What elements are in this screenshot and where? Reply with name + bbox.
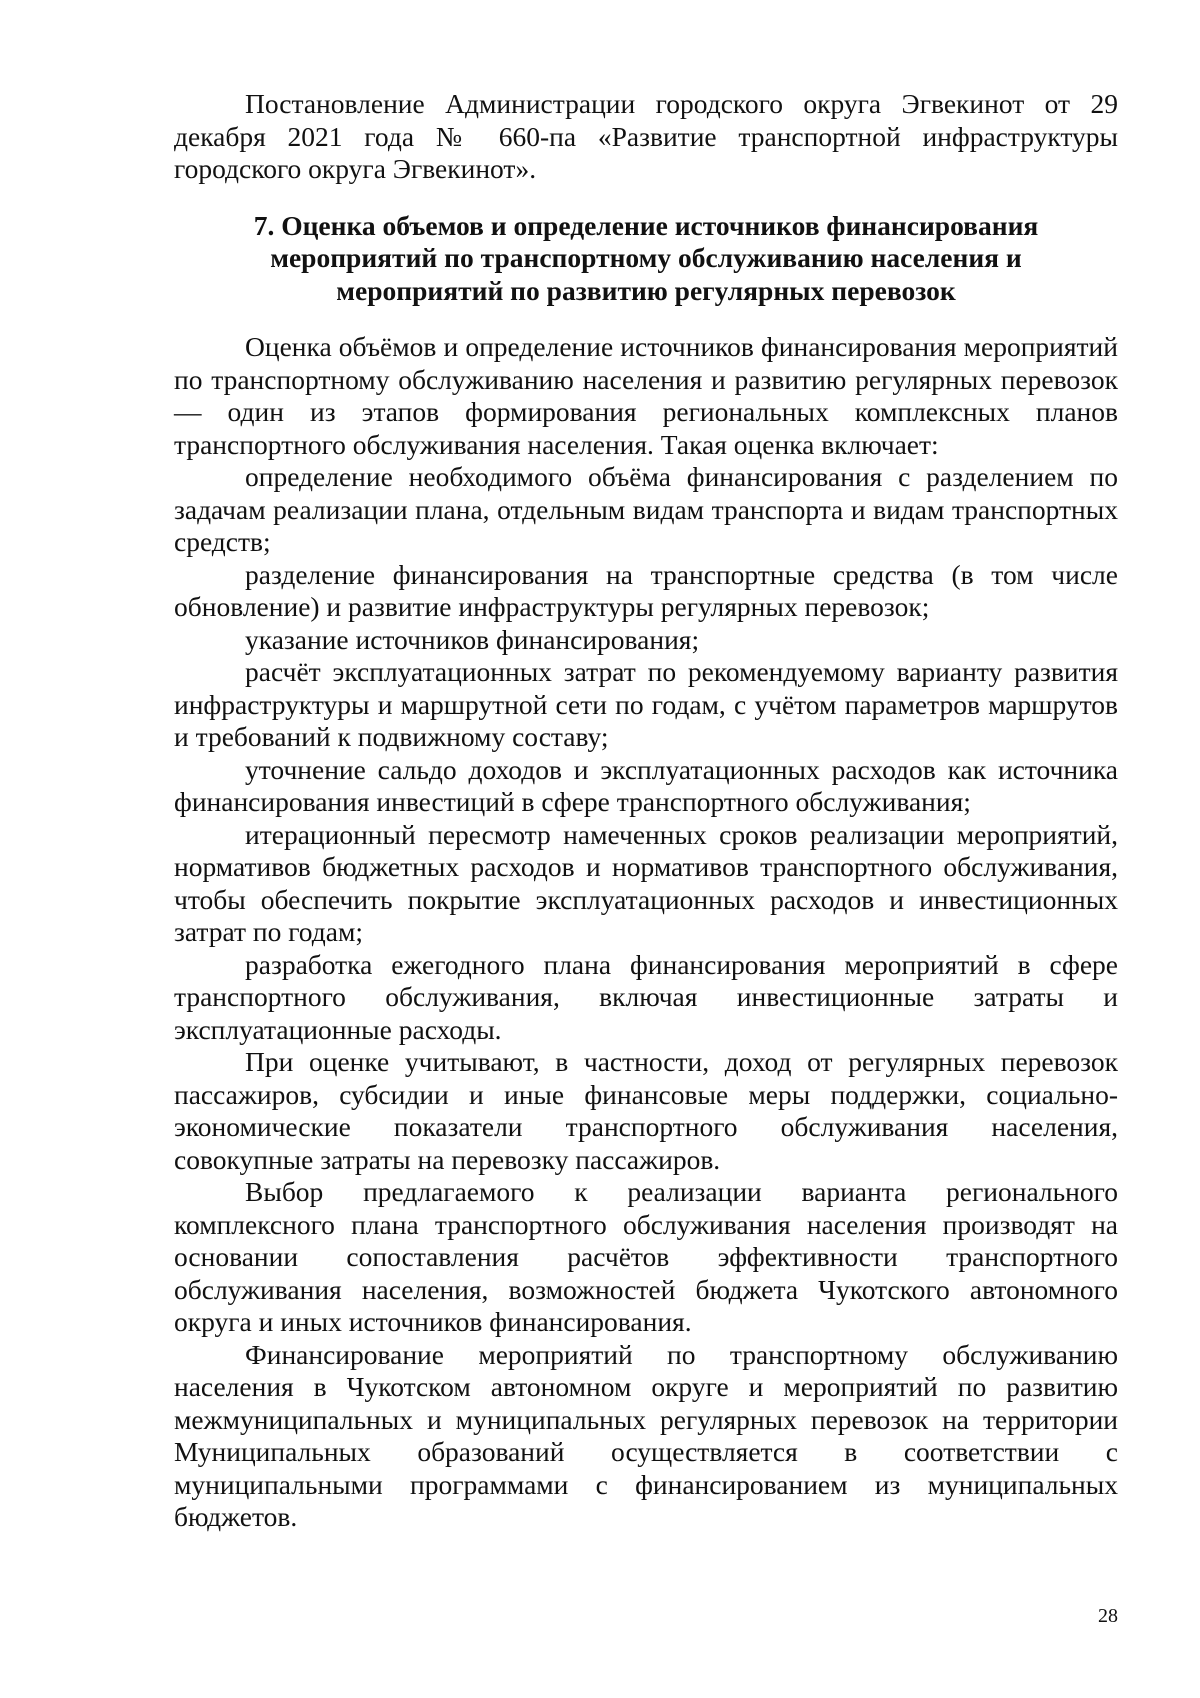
section-heading xyxy=(174,210,1118,308)
body-paragraph: При оценке учитывают, в частности, доход от регулярных перевозок пассажиров, субсидии и иные финансовые меры поддержки, социально-экономические показатели транспортного обслуживания населения, совокупные затраты на перевозку пассажиров. xyxy=(174,1046,1118,1175)
section-heading-line: 7. Оценка объемов и определение источников финансирования xyxy=(253,209,1039,241)
body-paragraph: Выбор предлагаемого к реализации варианта регионального комплексного плана транспортного обслуживания населения производят на основании сопоставления расчётов эффективности транспортного обслуживания населения, возможностей бюджета Чукотского автономного округа и иных источников финансирования. xyxy=(174,1176,1118,1337)
section-heading-line: мероприятий по развитию регулярных перевозок xyxy=(336,274,956,306)
list-paragraph: разработка ежегодного плана финансирования мероприятий в сфере транспортного обслуживания, включая инвестиционные затраты и эксплуатационные расходы. xyxy=(174,948,1118,1045)
list-paragraph: расчёт эксплуатационных затрат по рекомендуемому варианту развития инфраструктуры и маршрутной сети по годам, с учётом параметров маршрутов и требований к подвижному составу; xyxy=(174,656,1118,752)
section-heading-line: мероприятий по транспортному обслуживанию населения и xyxy=(270,242,1022,273)
list-paragraph: уточнение сальдо доходов и эксплуатационных расходов как источника финансирования инвестиций в сфере транспортного обслуживания; xyxy=(174,753,1118,817)
list-paragraph: указание источников финансирования; xyxy=(245,623,700,655)
page-number: 28 xyxy=(1098,1605,1118,1627)
list-paragraph: итерационный пересмотр намеченных сроков реализации мероприятий, нормативов бюджетных расходов и нормативов транспортного обслуживания, чтобы обеспечить покрытие эксплуатационных расходов и инвестиционных затрат по годам; xyxy=(174,818,1118,947)
list-paragraph: разделение финансирования на транспортные средства (в том числе обновление) и развитие инфраструктуры регулярных перевозок; xyxy=(174,558,1118,622)
body-paragraph: Финансирование мероприятий по транспортному обслуживанию населения в Чукотском автономном округе и мероприятий по развитию межмуниципальных и муниципальных регулярных перевозок на территории Муниципальных образований осуществляется в соответствии с муниципальными программами с финансированием из муниципальных бюджетов. xyxy=(174,1338,1118,1532)
body-paragraph: Оценка объёмов и определение источников финансирования мероприятий по транспортному обслуживанию населения и развитию регулярных перевозок — один из этапов формирования региональных комплексных планов транспортного обслуживания населения. Такая оценка включает: xyxy=(174,331,1118,460)
document-page xyxy=(174,88,1118,1534)
preamble-paragraph: Постановление Администрации городского округа Эгвекинот от 29 декабря 2021 года № 660-па «Развитие транспортной инфраструктуры городского округа Эгвекинот». xyxy=(174,88,1118,184)
list-paragraph: определение необходимого объёма финансирования с разделением по задачам реализации плана, отдельным видам транспорта и видам транспортных средств; xyxy=(174,461,1118,557)
